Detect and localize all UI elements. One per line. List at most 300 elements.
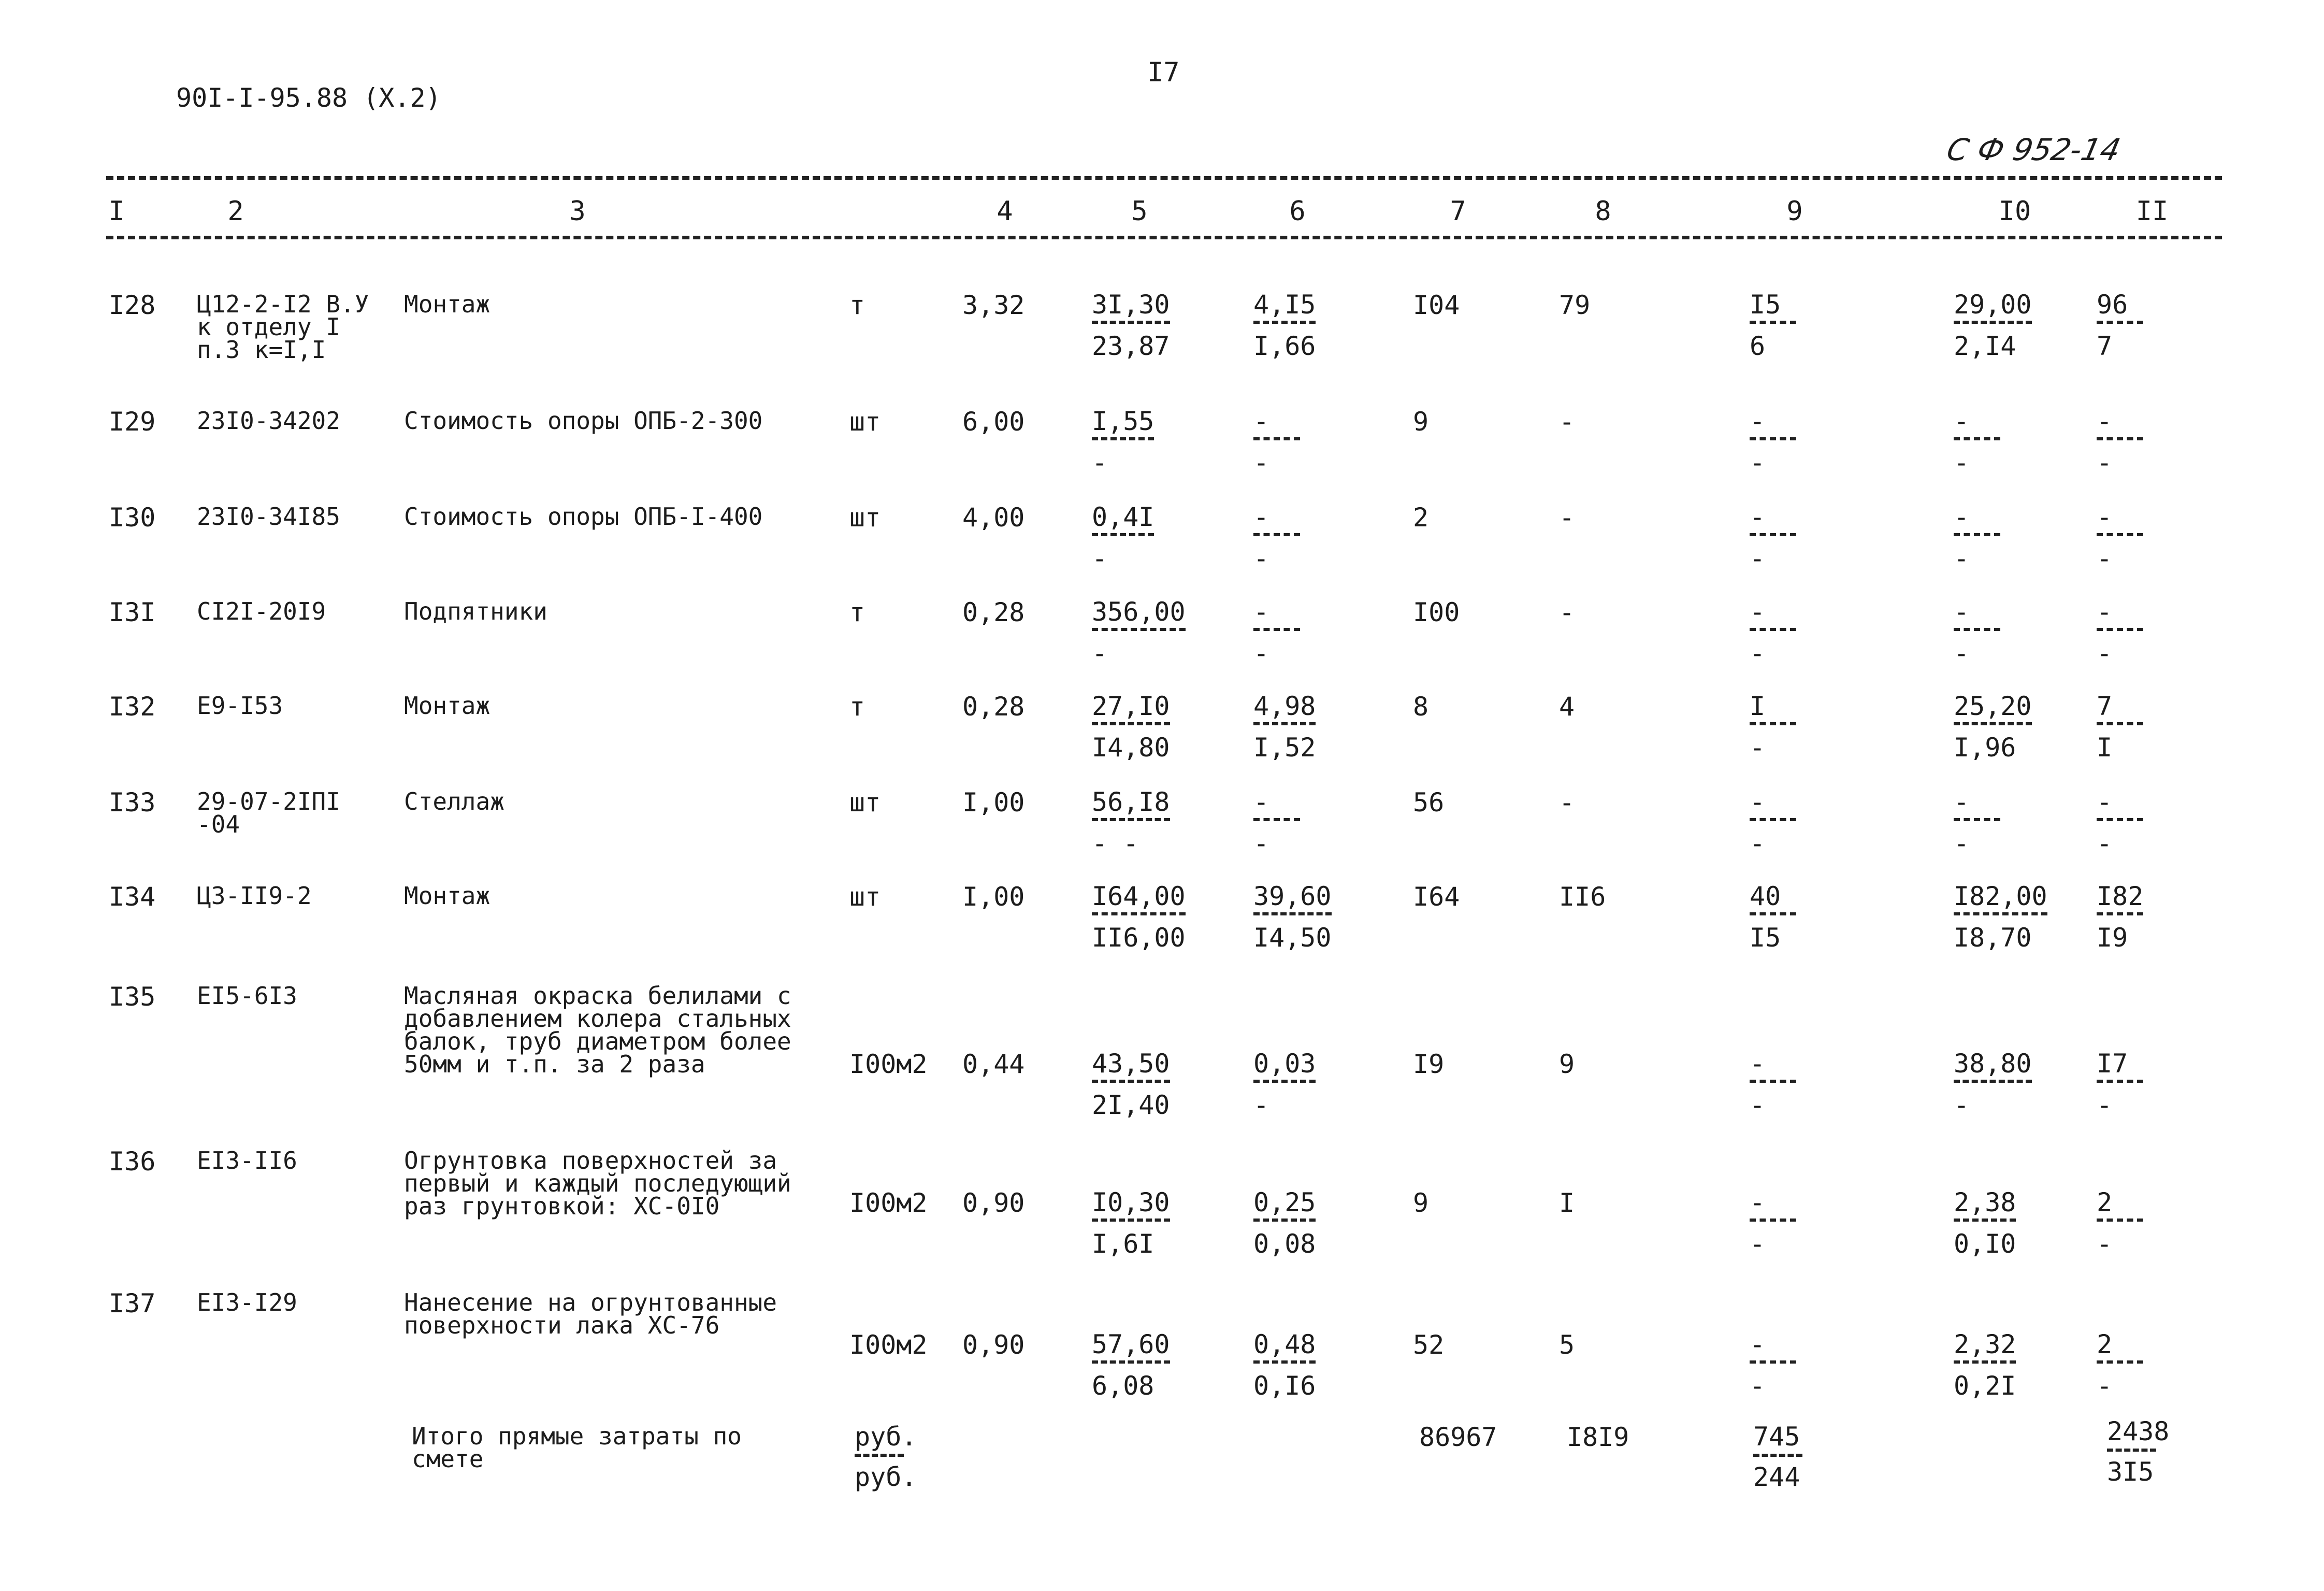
- row-7-c7-bottom: -: [1253, 1090, 1269, 1120]
- row-3-c5: 0,28: [962, 597, 1025, 627]
- row-7-c10-bar: [1750, 1080, 1796, 1083]
- row-5-c1: I33: [109, 787, 156, 818]
- row-2-c6-top: 0,4I: [1092, 502, 1154, 532]
- row-5-c3: Стеллаж: [404, 787, 504, 815]
- row-2-c6-fraction: [1092, 502, 1154, 574]
- row-9-c5: 0,90: [962, 1330, 1025, 1360]
- row-5-c4: шт: [849, 787, 881, 818]
- row-9-c10-fraction: [1750, 1329, 1796, 1401]
- row-0-c1: I28: [109, 290, 156, 320]
- row-3-c10-bar: [1750, 628, 1796, 631]
- row-5-c12-bar: [2097, 818, 2143, 821]
- row-9-c12-fraction: [2097, 1329, 2143, 1401]
- row-1-c10-bottom: -: [1750, 448, 1766, 478]
- row-9-c11-fraction: [1954, 1329, 2016, 1401]
- row-4-c12-bar: [2097, 722, 2143, 725]
- col-header-6: 6: [1289, 196, 1306, 227]
- total-col7: 86967: [1419, 1422, 1497, 1452]
- row-1-c1: I29: [109, 407, 156, 437]
- row-2-c2: 23I0-34I85: [197, 503, 340, 531]
- row-5-c8: 56: [1413, 787, 1445, 818]
- row-8-c7-bar: [1253, 1219, 1316, 1222]
- row-5-c11-fraction: [1954, 787, 2000, 858]
- row-5-c6-fraction: [1092, 787, 1170, 858]
- row-3-c12-bar: [2097, 628, 2143, 631]
- row-9-c10-bar: [1750, 1360, 1796, 1364]
- row-8-c12-bar: [2097, 1219, 2143, 1222]
- row-1-c3: Стоимость опоры ОПБ-2-300: [404, 407, 763, 435]
- row-4-c8: 8: [1413, 692, 1429, 722]
- row-7-c12-top: I7: [2097, 1049, 2128, 1079]
- row-8-c11-bottom: 0,I0: [1954, 1229, 2016, 1259]
- row-3-c10-bottom: -: [1750, 638, 1766, 668]
- row-5-c6-bar: [1092, 818, 1170, 821]
- row-8-c11-bar: [1954, 1219, 2016, 1222]
- row-5-c7-bar: [1253, 818, 1300, 821]
- row-3-c8: I00: [1413, 597, 1460, 627]
- row-9-c3: Нанесение на огрунтованные поверхности лака ХС-76: [404, 1288, 777, 1339]
- row-7-c7-bar: [1253, 1080, 1316, 1083]
- row-0-c5: 3,32: [962, 290, 1025, 320]
- row-2-c7-bottom: -: [1253, 543, 1269, 574]
- row-4-c6-bottom: I4,80: [1092, 733, 1170, 763]
- row-9-c7-top: 0,48: [1253, 1329, 1316, 1359]
- row-7-c6-bottom: 2I,40: [1092, 1090, 1170, 1120]
- row-9-c8: 52: [1413, 1330, 1445, 1360]
- row-4-c6-top: 27,I0: [1092, 691, 1170, 721]
- row-6-c12-bottom: I9: [2097, 923, 2128, 953]
- row-7-c12-bottom: -: [2097, 1090, 2113, 1120]
- row-0-c3: Монтаж: [404, 290, 490, 318]
- row-4-c2: E9-I53: [197, 692, 283, 720]
- row-8-c3: Огрунтовка поверхностей за первый и каждый последующий раз грунтовкой: ХС-0I0: [404, 1146, 791, 1220]
- row-8-c10-bottom: -: [1750, 1229, 1766, 1259]
- row-2-c6-bottom: -: [1092, 543, 1108, 574]
- row-8-c12-top: 2: [2097, 1187, 2113, 1217]
- row-2-c12-fraction: [2097, 502, 2143, 574]
- row-5-c11-bottom: -: [1954, 828, 1970, 858]
- row-0-c7-bar: [1253, 321, 1316, 324]
- row-3-c10-fraction: [1750, 597, 1796, 668]
- row-1-c11-bar: [1954, 437, 2000, 440]
- row-7-c1: I35: [109, 982, 156, 1012]
- row-9-c10-top: -: [1750, 1329, 1766, 1359]
- row-0-c12-bar: [2097, 321, 2143, 324]
- row-6-c10-fraction: [1750, 881, 1796, 953]
- row-0-c12-bottom: 7: [2097, 331, 2113, 361]
- row-5-c10-top: -: [1750, 787, 1766, 817]
- total-col11-top: 2438: [2107, 1416, 2170, 1446]
- row-8-c7-top: 0,25: [1253, 1187, 1316, 1217]
- row-3-c1: I3I: [109, 597, 156, 627]
- total-unit-top: руб.: [855, 1422, 917, 1452]
- row-8-c12-bottom: -: [2097, 1229, 2113, 1259]
- col-header-1: I: [108, 196, 125, 227]
- row-9-c7-bar: [1253, 1360, 1316, 1364]
- row-7-c10-fraction: [1750, 1049, 1796, 1120]
- row-5-c2: 29-07-2IПI -04: [197, 787, 340, 838]
- row-0-c8: I04: [1413, 290, 1460, 320]
- col-header-5: 5: [1131, 196, 1148, 227]
- row-8-c6-fraction: [1092, 1187, 1170, 1259]
- row-3-c2: CI2I-20I9: [197, 597, 326, 625]
- row-7-c12-fraction: [2097, 1049, 2143, 1120]
- row-1-c11-fraction: [1954, 406, 2000, 478]
- row-6-c5: I,00: [962, 882, 1025, 912]
- row-0-c11-bottom: 2,I4: [1954, 331, 2016, 361]
- row-6-c10-top: 40: [1750, 881, 1781, 911]
- row-6-c12-fraction: [2097, 881, 2144, 953]
- row-6-c11-bar: [1954, 912, 2047, 915]
- row-4-c7-bar: [1253, 722, 1316, 725]
- total-col11: [2107, 1416, 2170, 1487]
- row-6-c3: Монтаж: [404, 882, 490, 910]
- row-4-c4: т: [849, 692, 865, 722]
- total-col9-bar: [1753, 1454, 1802, 1457]
- row-8-c7-fraction: [1253, 1187, 1316, 1259]
- row-7-c10-top: -: [1750, 1049, 1766, 1079]
- row-2-c12-top: -: [2097, 502, 2113, 532]
- row-7-c11-bar: [1954, 1080, 2032, 1083]
- row-7-c11-bottom: -: [1954, 1090, 1970, 1120]
- row-4-c6-fraction: [1092, 691, 1170, 763]
- row-4-c10-fraction: [1750, 691, 1796, 763]
- row-1-c7-bottom: -: [1253, 448, 1269, 478]
- row-3-c3: Подпятники: [404, 597, 547, 625]
- row-2-c11-bottom: -: [1954, 543, 1970, 574]
- row-6-c11-bottom: I8,70: [1954, 923, 2032, 953]
- row-9-c7-fraction: [1253, 1329, 1316, 1401]
- row-4-c12-fraction: [2097, 691, 2143, 763]
- total-col8: I8I9: [1567, 1422, 1629, 1452]
- row-4-c12-bottom: I: [2097, 733, 2113, 763]
- row-9-c12-bar: [2097, 1360, 2143, 1364]
- row-2-c12-bottom: -: [2097, 543, 2113, 574]
- row-4-c9: 4: [1559, 692, 1575, 722]
- row-9-c9: 5: [1559, 1330, 1575, 1360]
- row-1-c11-top: -: [1954, 406, 1970, 436]
- row-4-c7-top: 4,98: [1253, 691, 1316, 721]
- row-7-c7-top: 0,03: [1253, 1049, 1316, 1079]
- row-9-c10-bottom: -: [1750, 1371, 1766, 1401]
- row-0-c6-top: 3I,30: [1092, 290, 1170, 320]
- row-7-c4: I00м2: [849, 1049, 928, 1079]
- row-6-c7-fraction: [1253, 881, 1332, 953]
- row-3-c11-bar: [1954, 628, 2000, 631]
- row-2-c1: I30: [109, 503, 156, 533]
- row-7-c3: Масляная окраска белилами с добавлением колера стальных балок, труб диаметром более 50мм и т.п. за 2 раза: [404, 982, 791, 1078]
- row-4-c1: I32: [109, 692, 156, 722]
- row-1-c6-bottom: -: [1092, 448, 1108, 478]
- row-2-c8: 2: [1413, 503, 1429, 533]
- row-3-c11-bottom: -: [1954, 638, 1970, 668]
- row-5-c6-top: 56,I8: [1092, 787, 1170, 817]
- row-1-c6-fraction: [1092, 406, 1154, 478]
- col-header-2: 2: [227, 196, 244, 227]
- row-8-c6-top: I0,30: [1092, 1187, 1170, 1217]
- total-col9: [1753, 1422, 1802, 1492]
- row-5-c12-top: -: [2097, 787, 2113, 817]
- row-9-c11-top: 2,32: [1954, 1329, 2016, 1359]
- row-9-c11-bottom: 0,2I: [1954, 1371, 2016, 1401]
- row-6-c6-bottom: II6,00: [1092, 923, 1186, 953]
- row-6-c7-bottom: I4,50: [1253, 923, 1332, 953]
- page-number: I7: [1147, 57, 1180, 88]
- row-1-c7-fraction: [1253, 406, 1300, 478]
- row-2-c7-top: -: [1253, 502, 1269, 532]
- row-9-c2: EI3-I29: [197, 1288, 297, 1316]
- row-0-c6-bar: [1092, 321, 1170, 324]
- row-2-c6-bar: [1092, 533, 1154, 536]
- row-3-c7-fraction: [1253, 597, 1300, 668]
- row-2-c3: Стоимость опоры ОПБ-I-400: [404, 503, 763, 531]
- row-9-c6-top: 57,60: [1092, 1329, 1170, 1359]
- row-9-c6-bottom: 6,08: [1092, 1371, 1154, 1401]
- row-7-c8: I9: [1413, 1049, 1445, 1079]
- row-2-c10-top: -: [1750, 502, 1766, 532]
- handwritten-stamp: С Ф 952-14: [1943, 132, 2124, 167]
- row-0-c7-bottom: I,66: [1253, 331, 1316, 361]
- row-0-c10-bottom: 6: [1750, 331, 1766, 361]
- row-1-c4: шт: [849, 407, 881, 437]
- row-1-c5: 6,00: [962, 407, 1025, 437]
- row-2-c11-fraction: [1954, 502, 2000, 574]
- row-1-c12-bottom: -: [2097, 448, 2113, 478]
- row-2-c9: -: [1559, 503, 1575, 533]
- row-3-c11-top: -: [1954, 597, 1970, 627]
- row-5-c10-fraction: [1750, 787, 1796, 858]
- row-5-c11-bar: [1954, 818, 2000, 821]
- row-6-c9: II6: [1559, 882, 1606, 912]
- row-4-c11-top: 25,20: [1954, 691, 2032, 721]
- row-1-c12-fraction: [2097, 406, 2143, 478]
- row-7-c10-bottom: -: [1750, 1090, 1766, 1120]
- row-2-c11-bar: [1954, 533, 2000, 536]
- row-9-c4: I00м2: [849, 1330, 928, 1360]
- row-8-c5: 0,90: [962, 1188, 1025, 1218]
- row-6-c1: I34: [109, 882, 156, 912]
- row-3-c7-bottom: -: [1253, 638, 1269, 668]
- row-4-c7-fraction: [1253, 691, 1316, 763]
- row-9-c7-bottom: 0,I6: [1253, 1371, 1316, 1401]
- total-label: Итого прямые затраты по смете: [412, 1422, 742, 1473]
- row-3-c11-fraction: [1954, 597, 2000, 668]
- row-0-c11-fraction: [1954, 290, 2032, 361]
- row-0-c4: т: [849, 290, 865, 320]
- row-5-c7-fraction: [1253, 787, 1300, 858]
- row-6-c2: Ц3-II9-2: [197, 882, 312, 910]
- row-1-c12-top: -: [2097, 406, 2113, 436]
- row-6-c7-bar: [1253, 912, 1332, 915]
- row-6-c11-top: I82,00: [1954, 881, 2047, 911]
- col-header-9: 9: [1786, 196, 1803, 227]
- row-5-c11-top: -: [1954, 787, 1970, 817]
- row-6-c10-bar: [1750, 912, 1796, 915]
- row-1-c7-top: -: [1253, 406, 1269, 436]
- row-6-c6-top: I64,00: [1092, 881, 1186, 911]
- row-2-c7-bar: [1253, 533, 1300, 536]
- row-4-c6-bar: [1092, 722, 1170, 725]
- row-1-c9: -: [1559, 407, 1575, 437]
- row-8-c10-bar: [1750, 1219, 1796, 1222]
- col-header-7: 7: [1450, 196, 1466, 227]
- row-5-c12-fraction: [2097, 787, 2143, 858]
- row-6-c12-top: I82: [2097, 881, 2144, 911]
- col-header-8: 8: [1595, 196, 1611, 227]
- header-top-rule: [106, 176, 2222, 180]
- row-2-c7-fraction: [1253, 502, 1300, 574]
- row-9-c12-top: 2: [2097, 1329, 2113, 1359]
- row-0-c7-fraction: [1253, 290, 1316, 361]
- row-0-c10-bar: [1750, 321, 1796, 324]
- header-bottom-rule: [106, 236, 2222, 239]
- row-4-c7-bottom: I,52: [1253, 733, 1316, 763]
- col-header-11: II: [2135, 196, 2169, 227]
- total-col9-bottom: 244: [1753, 1462, 1800, 1492]
- row-7-c7-fraction: [1253, 1049, 1316, 1120]
- row-6-c4: шт: [849, 882, 881, 912]
- col-header-10: I0: [1998, 196, 2031, 227]
- col-header-3: 3: [569, 196, 586, 227]
- row-8-c6-bar: [1092, 1219, 1170, 1222]
- row-5-c6-bottom: - -: [1092, 828, 1139, 858]
- row-3-c12-bottom: -: [2097, 638, 2113, 668]
- row-8-c4: I00м2: [849, 1188, 928, 1218]
- row-6-c11-fraction: [1954, 881, 2047, 953]
- row-2-c10-bar: [1750, 533, 1796, 536]
- row-8-c6-bottom: I,6I: [1092, 1229, 1154, 1259]
- row-3-c12-fraction: [2097, 597, 2143, 668]
- row-5-c9: -: [1559, 787, 1575, 818]
- row-1-c6-top: I,55: [1092, 406, 1154, 436]
- row-2-c12-bar: [2097, 533, 2143, 536]
- total-col11-bottom: 3I5: [2107, 1457, 2154, 1487]
- total-col11-bar: [2107, 1449, 2156, 1452]
- row-1-c8: 9: [1413, 407, 1429, 437]
- row-9-c1: I37: [109, 1288, 156, 1318]
- row-3-c7-bar: [1253, 628, 1300, 631]
- row-3-c9: -: [1559, 597, 1575, 627]
- row-0-c12-fraction: [2097, 290, 2143, 361]
- row-4-c10-bottom: -: [1750, 733, 1766, 763]
- row-9-c6-bar: [1092, 1360, 1170, 1364]
- row-1-c12-bar: [2097, 437, 2143, 440]
- row-6-c6-fraction: [1092, 881, 1186, 953]
- row-7-c11-fraction: [1954, 1049, 2032, 1120]
- row-3-c12-top: -: [2097, 597, 2113, 627]
- row-2-c10-bottom: -: [1750, 543, 1766, 574]
- row-7-c12-bar: [2097, 1080, 2143, 1083]
- row-4-c3: Монтаж: [404, 692, 490, 720]
- row-3-c4: т: [849, 597, 865, 627]
- total-unit-bottom: руб.: [855, 1462, 917, 1492]
- row-0-c10-fraction: [1750, 290, 1796, 361]
- row-4-c5: 0,28: [962, 692, 1025, 722]
- row-5-c10-bar: [1750, 818, 1796, 821]
- row-9-c12-bottom: -: [2097, 1371, 2113, 1401]
- row-1-c6-bar: [1092, 437, 1154, 440]
- total-unit: [855, 1422, 917, 1492]
- row-6-c8: I64: [1413, 882, 1460, 912]
- row-9-c6-fraction: [1092, 1329, 1170, 1401]
- total-col9-top: 745: [1753, 1422, 1800, 1452]
- row-4-c11-bar: [1954, 722, 2032, 725]
- row-8-c10-top: -: [1750, 1187, 1766, 1217]
- document-code: 90I-I-95.88 (X.2): [176, 83, 441, 113]
- total-unit-bar: [855, 1454, 904, 1457]
- row-4-c11-fraction: [1954, 691, 2032, 763]
- row-1-c10-fraction: [1750, 406, 1796, 478]
- row-1-c10-top: -: [1750, 406, 1766, 436]
- row-3-c6-bar: [1092, 628, 1186, 631]
- row-8-c7-bottom: 0,08: [1253, 1229, 1316, 1259]
- row-1-c10-bar: [1750, 437, 1796, 440]
- row-1-c2: 23I0-34202: [197, 407, 340, 435]
- row-3-c6-top: 356,00: [1092, 597, 1186, 627]
- row-7-c6-top: 43,50: [1092, 1049, 1170, 1079]
- row-8-c8: 9: [1413, 1188, 1429, 1218]
- row-8-c11-top: 2,38: [1954, 1187, 2016, 1217]
- row-8-c1: I36: [109, 1146, 156, 1177]
- row-0-c6-fraction: [1092, 290, 1170, 361]
- row-5-c10-bottom: -: [1750, 828, 1766, 858]
- row-2-c10-fraction: [1750, 502, 1796, 574]
- row-8-c11-fraction: [1954, 1187, 2016, 1259]
- row-3-c10-top: -: [1750, 597, 1766, 627]
- row-0-c11-bar: [1954, 321, 2032, 324]
- row-6-c7-top: 39,60: [1253, 881, 1332, 911]
- row-1-c7-bar: [1253, 437, 1300, 440]
- row-6-c12-bar: [2097, 912, 2143, 915]
- row-0-c7-top: 4,I5: [1253, 290, 1316, 320]
- row-4-c10-bar: [1750, 722, 1796, 725]
- row-7-c2: EI5-6I3: [197, 982, 297, 1010]
- row-8-c12-fraction: [2097, 1187, 2143, 1259]
- row-5-c7-bottom: -: [1253, 828, 1269, 858]
- row-7-c5: 0,44: [962, 1049, 1025, 1079]
- row-3-c6-bottom: -: [1092, 638, 1108, 668]
- row-4-c10-top: I: [1750, 691, 1766, 721]
- row-7-c6-bar: [1092, 1080, 1170, 1083]
- row-8-c2: EI3-II6: [197, 1146, 297, 1174]
- row-5-c5: I,00: [962, 787, 1025, 818]
- row-0-c12-top: 96: [2097, 290, 2128, 320]
- col-header-4: 4: [997, 196, 1013, 227]
- row-2-c5: 4,00: [962, 503, 1025, 533]
- row-0-c10-top: I5: [1750, 290, 1781, 320]
- row-2-c11-top: -: [1954, 502, 1970, 532]
- row-4-c11-bottom: I,96: [1954, 733, 2016, 763]
- row-7-c9: 9: [1559, 1049, 1575, 1079]
- row-1-c11-bottom: -: [1954, 448, 1970, 478]
- row-2-c4: шт: [849, 503, 881, 533]
- row-3-c6-fraction: [1092, 597, 1186, 668]
- row-0-c2: Ц12-2-I2 В.У к отделу I п.3 к=I,I: [197, 290, 369, 364]
- row-4-c12-top: 7: [2097, 691, 2113, 721]
- row-0-c6-bottom: 23,87: [1092, 331, 1170, 361]
- row-5-c7-top: -: [1253, 787, 1269, 817]
- row-7-c11-top: 38,80: [1954, 1049, 2032, 1079]
- row-6-c6-bar: [1092, 912, 1186, 915]
- row-7-c6-fraction: [1092, 1049, 1170, 1120]
- row-9-c11-bar: [1954, 1360, 2016, 1364]
- row-8-c10-fraction: [1750, 1187, 1796, 1259]
- row-5-c12-bottom: -: [2097, 828, 2113, 858]
- row-8-c9: I: [1559, 1188, 1575, 1218]
- row-3-c7-top: -: [1253, 597, 1269, 627]
- row-0-c9: 79: [1559, 290, 1591, 320]
- row-0-c11-top: 29,00: [1954, 290, 2032, 320]
